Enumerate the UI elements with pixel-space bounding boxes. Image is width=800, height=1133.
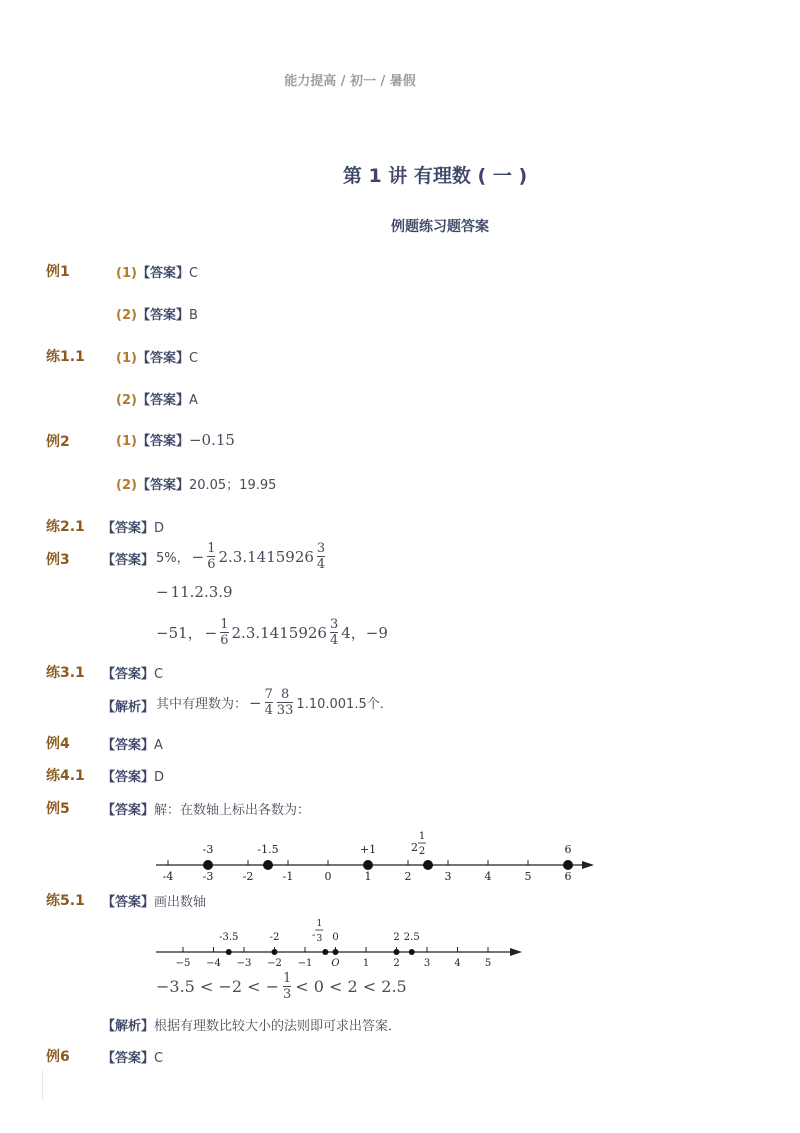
tick-label: −4 bbox=[206, 958, 221, 969]
axis-arrow bbox=[582, 861, 594, 869]
pr21-answer bbox=[102, 517, 164, 536]
number-line-pr51 bbox=[150, 908, 530, 970]
fraction: $\frac{7}{4}$ bbox=[264, 687, 273, 718]
ex3-line3-start: −51， bbox=[156, 624, 203, 642]
tick-label: 0 bbox=[324, 870, 332, 883]
part-number: (1) bbox=[116, 351, 137, 366]
point-label-denominator: 2 bbox=[418, 846, 426, 857]
tick-label: 5 bbox=[484, 958, 492, 969]
answer-tag: 【答案】 bbox=[102, 667, 155, 682]
point-marker bbox=[423, 860, 433, 870]
tick-label: 4 bbox=[454, 958, 461, 969]
point-marker bbox=[409, 949, 415, 955]
item-label-ex3: 例3 bbox=[46, 552, 70, 568]
point-label: 0 bbox=[332, 932, 339, 943]
point-label: -2 bbox=[269, 932, 280, 943]
answer-value: D bbox=[154, 521, 165, 536]
point-label: -1.5 bbox=[257, 843, 279, 856]
point-marker bbox=[272, 949, 278, 955]
item-label-pr21: 练2.1 bbox=[46, 519, 85, 535]
point-label: 2 bbox=[411, 841, 418, 854]
part-number: (2) bbox=[116, 478, 137, 493]
analysis-text: 根据有理数比较大小的法则即可求出答案． bbox=[154, 1019, 402, 1034]
point-marker bbox=[333, 949, 339, 955]
point-label-denominator: 3 bbox=[316, 934, 323, 944]
tick-label: 4 bbox=[484, 870, 492, 883]
point-label: 6 bbox=[564, 843, 572, 856]
ex3-line3: −51， − $\frac{1}{6}$ 2.3.1415926 $\frac{3}{4}$ 4，−9 bbox=[156, 617, 388, 648]
part-number: (2) bbox=[116, 393, 137, 408]
item-label-pr11: 练1.1 bbox=[46, 349, 85, 365]
item-label-pr51: 练5.1 bbox=[46, 893, 85, 909]
number-line-ex5 bbox=[150, 830, 600, 885]
ex3-line2: − 11.2.3.9 bbox=[156, 583, 233, 601]
item-label-pr41: 练4.1 bbox=[46, 768, 85, 784]
ex3-line1: 5%， − $\frac{1}{6}$ 2.3.1415926 $\frac{3}{4}$ bbox=[156, 541, 326, 572]
item-label-ex1: 例1 bbox=[46, 264, 70, 280]
ex4-answer bbox=[102, 734, 163, 753]
tick-label: −3 bbox=[236, 958, 252, 969]
fraction: $\frac{1}{6}$ bbox=[207, 541, 216, 572]
tick-label: −1 bbox=[297, 958, 313, 969]
analysis-tag: 【解析】 bbox=[102, 700, 155, 715]
answer-value: 解：在数轴上标出各数为： bbox=[154, 803, 311, 818]
fraction: $\frac{3}{4}$ bbox=[329, 617, 339, 648]
tick-label: -2 bbox=[242, 870, 254, 883]
margin-rule bbox=[42, 1070, 43, 1100]
ex3-line1-start: 5%， bbox=[156, 551, 190, 566]
tick-label: −2 bbox=[267, 958, 282, 969]
tick-label: 3 bbox=[423, 958, 431, 969]
analysis-tail: 1.10.001.5个． bbox=[296, 697, 393, 712]
tick-label: 2 bbox=[404, 870, 412, 883]
ex3-line1-value: 2.3.1415926 bbox=[218, 547, 314, 566]
answer-value: −0.15 bbox=[188, 431, 235, 449]
ex3-line3-value: 2.3.1415926 bbox=[231, 623, 327, 642]
answer-value: C bbox=[154, 667, 164, 682]
ex6-answer bbox=[102, 1047, 163, 1066]
answer-tag: 【答案】 bbox=[102, 521, 155, 536]
axis-arrow bbox=[510, 948, 522, 956]
point-label-numerator: 1 bbox=[418, 831, 426, 842]
point-label: 2.5 bbox=[403, 932, 420, 943]
breadcrumb: 能力提高 / 初一 / 暑假 bbox=[284, 74, 416, 89]
pr31-answer bbox=[102, 663, 163, 682]
ex2-part1 bbox=[116, 430, 235, 449]
ex3-line2-value: 11.2.3.9 bbox=[170, 583, 233, 601]
item-label-ex2: 例2 bbox=[46, 434, 70, 450]
point-label: -3.5 bbox=[219, 932, 239, 943]
point-marker bbox=[203, 860, 213, 870]
point-label: -3 bbox=[202, 843, 214, 856]
pr31-analysis: 其中有理数为： − $\frac{7}{4}$ $\frac{8}{33}$ 1.10.001.5个． bbox=[156, 687, 393, 718]
inequality-start: −3.5 < −2 < − bbox=[156, 977, 279, 996]
point-label: - bbox=[311, 930, 316, 941]
page-subtitle: 例题练习题答案 bbox=[391, 219, 489, 235]
tick-label: -4 bbox=[162, 870, 174, 883]
answer-tag: 【答案】 bbox=[102, 770, 155, 785]
point-marker bbox=[394, 949, 400, 955]
answer-value: A bbox=[188, 393, 198, 408]
answer-value: C bbox=[188, 351, 199, 366]
pr41-answer bbox=[102, 766, 164, 785]
answer-value: 20.05；19.95 bbox=[188, 478, 277, 493]
answer-value: A bbox=[154, 738, 163, 753]
fraction: $\frac{8}{33}$ bbox=[276, 687, 294, 718]
item-label-pr31: 练3.1 bbox=[46, 665, 85, 681]
answer-tag: 【答案】 bbox=[136, 478, 189, 493]
part-number: (1) bbox=[116, 266, 137, 281]
part-number: (2) bbox=[116, 308, 137, 323]
point-label-numerator: 1 bbox=[316, 919, 323, 929]
tick-label: 5 bbox=[524, 870, 532, 883]
answer-tag: 【答案】 bbox=[102, 1051, 155, 1066]
tick-label: -3 bbox=[202, 870, 214, 883]
answer-tag: 【答案】 bbox=[102, 738, 155, 753]
answer-value: C bbox=[188, 266, 199, 281]
answer-tag: 【答案】 bbox=[102, 553, 155, 568]
item-label-ex5: 例5 bbox=[46, 801, 70, 817]
item-label-ex4: 例4 bbox=[46, 736, 70, 752]
inequality-end: < 0 < 2 < 2.5 bbox=[295, 977, 407, 996]
tick-label: 1 bbox=[364, 870, 372, 883]
tick-label: 2 bbox=[393, 958, 400, 969]
answer-tag: 【答案】 bbox=[102, 895, 155, 910]
point-marker bbox=[322, 949, 328, 955]
point-marker bbox=[226, 949, 232, 955]
ex1-part2 bbox=[116, 304, 198, 323]
fraction: $\frac{1}{3}$ bbox=[283, 971, 292, 1002]
tick-label: 6 bbox=[564, 870, 572, 883]
fraction: $\frac{1}{6}$ bbox=[220, 617, 229, 648]
item-label-ex6: 例6 bbox=[46, 1049, 70, 1065]
point-marker bbox=[263, 860, 273, 870]
point-marker bbox=[363, 860, 373, 870]
answer-value: B bbox=[188, 308, 198, 323]
pr51-analysis bbox=[102, 1015, 401, 1034]
answer-value: D bbox=[154, 770, 165, 785]
analysis-text: 其中有理数为： bbox=[156, 697, 248, 712]
answer-tag: 【答案】 bbox=[102, 803, 155, 818]
point-label: 2 bbox=[393, 932, 400, 943]
ex2-part2 bbox=[116, 474, 276, 493]
pr11-part2 bbox=[116, 389, 198, 408]
tick-label: -1 bbox=[282, 870, 294, 883]
part-number: (1) bbox=[116, 434, 137, 449]
ex1-part1 bbox=[116, 262, 198, 281]
answer-value: C bbox=[154, 1051, 164, 1066]
answer-tag: 【答案】 bbox=[136, 434, 189, 449]
answer-value: 画出数轴 bbox=[154, 895, 207, 910]
analysis-tag: 【解析】 bbox=[102, 1019, 155, 1034]
tick-label: 1 bbox=[362, 958, 370, 969]
answer-tag: 【答案】 bbox=[136, 308, 189, 323]
answer-tag: 【答案】 bbox=[136, 351, 189, 366]
point-marker bbox=[563, 860, 573, 870]
tick-label: −5 bbox=[175, 958, 191, 969]
answer-tag: 【答案】 bbox=[136, 266, 189, 281]
fraction: $\frac{3}{4}$ bbox=[316, 541, 326, 572]
pr51-inequality bbox=[156, 972, 407, 1001]
answer-tag: 【答案】 bbox=[136, 393, 189, 408]
ex5-answer bbox=[102, 799, 310, 818]
point-label: +1 bbox=[359, 843, 377, 856]
tick-label: 3 bbox=[444, 870, 452, 883]
page-title: 第 1 讲 有理数 ( 一 ) bbox=[342, 165, 528, 187]
pr11-part1 bbox=[116, 347, 198, 366]
tick-label: O bbox=[331, 958, 340, 969]
ex3-line3-end: 4，−9 bbox=[341, 624, 388, 642]
